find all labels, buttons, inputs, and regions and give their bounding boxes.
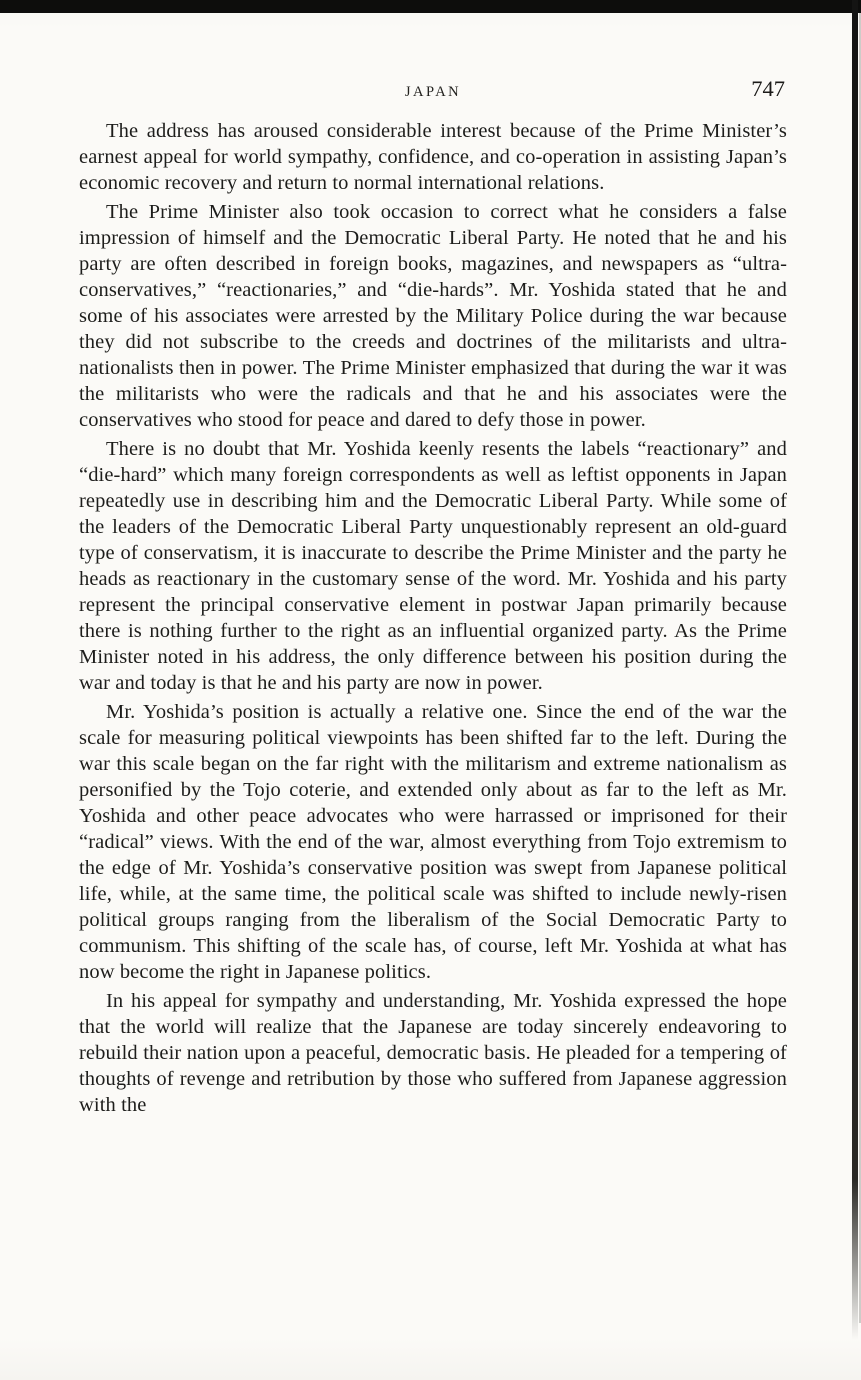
- paragraph: Mr. Yoshida’s position is actually a relative one. Since the end of the war the scale for measuring political viewpoints has been shifted far to the left. During the war this scale began on the far right with the militarism and extreme nationalism as personified by the Tojo coterie, and extended only about as far to the left as Mr. Yoshida and other peace advocates who were harrassed or imprisoned for their “radical” views. With the end of the war, almost everything from Tojo extremism to the edge of Mr. Yoshida’s conservative position was swept from Japanese political life, while, at the same time, the political scale was shifted to include newly-risen political groups ranging from the liberalism of the Social Democratic Party to communism. This shifting of the scale has, of course, left Mr. Yoshida at what has now become the right in Japanese politics.: [79, 701, 787, 983]
- body-text: [79, 118, 787, 1118]
- paragraph: The Prime Minister also took occasion to correct what he considers a false impression of himself and the Democratic Liberal Party. He noted that he and his party are often described in foreign books, magazines, and newspapers as “ultra-conservatives,” “reactionaries,” and “die-hards”. Mr. Yoshida stated that he and some of his associates were arrested by the Military Police during the war because they did not subscribe to the creeds and doctrines of the militarists and ultra-nationalists then in power. The Prime Minister emphasized that during the war it was the militarists who were the radicals and that he and his associates were the conservatives who stood for peace and dared to defy those in power.: [79, 201, 787, 431]
- page-number: 747: [751, 76, 785, 101]
- paragraph: There is no doubt that Mr. Yoshida keenly resents the labels “reactionary” and “die-hard” which many foreign correspondents as well as leftist opponents in Japan repeatedly use in describing him and the Democratic Liberal Party. While some of the leaders of the Democratic Liberal Party unquestionably represent an old-guard type of conservatism, it is inaccurate to describe the Prime Minister and the party he heads as reactionary in the customary sense of the word. Mr. Yoshida and his party represent the principal conservative element in postwar Japan primarily because there is nothing further to the right as an influential organized party. As the Prime Minister noted in his address, the only difference between his position during the war and today is that he and his party are now in power.: [79, 438, 787, 694]
- running-head: JAPAN: [404, 84, 462, 100]
- paragraph: In his appeal for sympathy and understanding, Mr. Yoshida expressed the hope that the world will realize that the Japanese are today sincerely endeavoring to rebuild their nation upon a peaceful, democratic basis. He pleaded for a tempering of thoughts of revenge and retribution by those who suffered from Japanese aggression with the: [79, 990, 787, 1116]
- scan-artifact-top-bar: [0, 0, 861, 13]
- page-header: [79, 76, 787, 110]
- scan-artifact-right-edge-line: [852, 0, 858, 1340]
- text-block: [79, 76, 787, 1121]
- paragraph: The address has aroused considerable interest because of the Prime Minister’s earnest appeal for world sympathy, confidence, and co-operation in assisting Japan’s economic recovery and return to normal international relations.: [79, 120, 787, 194]
